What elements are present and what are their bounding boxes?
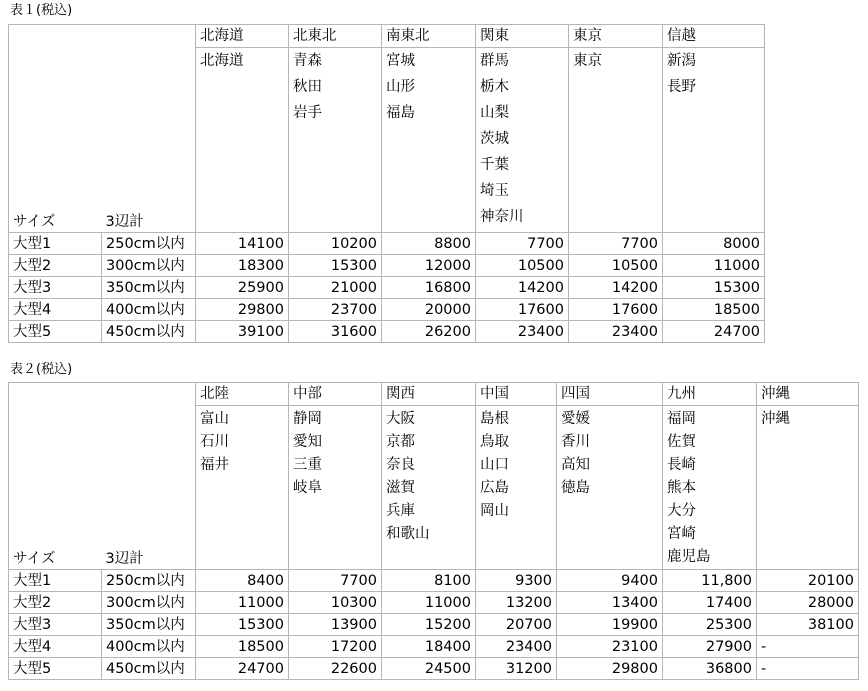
prefecture-name: 埼玉	[480, 183, 509, 199]
prefecture-name: 福岡	[667, 411, 696, 427]
price-cell: 23400	[569, 321, 663, 343]
price-row	[9, 592, 859, 614]
region-name: 九州	[663, 383, 757, 406]
prefecture-list	[382, 406, 476, 570]
size-class: 大型3	[9, 277, 102, 299]
size-class: 大型4	[9, 299, 102, 321]
price-cell: 13400	[557, 592, 663, 614]
price-cell: 11000	[196, 592, 289, 614]
price-cell: 14100	[196, 233, 289, 255]
price-row	[9, 570, 859, 592]
price-cell: 9400	[557, 570, 663, 592]
prefecture-name: 群馬	[480, 53, 509, 69]
corner-cell	[9, 25, 196, 48]
prefecture-name: 鹿児島	[667, 549, 711, 565]
prefecture-list	[476, 48, 569, 233]
prefecture-name: 兵庫	[386, 503, 415, 519]
dimension-limit: 350cm以内	[102, 277, 196, 299]
dimension-header: 3辺計	[102, 406, 196, 570]
prefecture-name: 鳥取	[480, 434, 509, 450]
price-cell: 23400	[476, 636, 557, 658]
price-cell: 7700	[569, 233, 663, 255]
price-cell: 18500	[663, 299, 765, 321]
region-name: 関東	[476, 25, 569, 48]
price-cell: 21000	[289, 277, 382, 299]
prefecture-name: 愛媛	[561, 411, 590, 427]
prefecture-row	[9, 406, 859, 570]
price-cell: 24500	[382, 658, 476, 680]
price-cell: 10500	[476, 255, 569, 277]
price-row	[9, 277, 765, 299]
prefecture-name: 岩手	[293, 105, 322, 121]
price-cell: 15200	[382, 614, 476, 636]
size-class: 大型2	[9, 592, 102, 614]
prefecture-list	[382, 48, 476, 233]
prefecture-name: 愛知	[293, 434, 322, 450]
corner-cell	[9, 383, 196, 406]
region-header-row	[9, 25, 765, 48]
price-cell: 10500	[569, 255, 663, 277]
price-cell: 20000	[382, 299, 476, 321]
prefecture-name: 熊本	[667, 480, 696, 496]
price-cell: -	[757, 658, 859, 680]
price-cell: 8000	[663, 233, 765, 255]
prefecture-name: 秋田	[293, 79, 322, 95]
price-cell: 10200	[289, 233, 382, 255]
size-header: サイズ	[9, 48, 102, 233]
prefecture-name: 宮崎	[667, 526, 696, 542]
price-cell: 12000	[382, 255, 476, 277]
size-header: サイズ	[9, 406, 102, 570]
dimension-limit: 300cm以内	[102, 592, 196, 614]
price-cell: 15300	[289, 255, 382, 277]
prefecture-name: 千葉	[480, 157, 509, 173]
prefecture-name: 宮城	[386, 53, 415, 69]
region-name: 中国	[476, 383, 557, 406]
dimension-limit: 250cm以内	[102, 233, 196, 255]
price-cell: 10300	[289, 592, 382, 614]
prefecture-name: 沖縄	[761, 411, 790, 427]
prefecture-name: 茨城	[480, 131, 509, 147]
prefecture-name: 大阪	[386, 411, 415, 427]
prefecture-name: 山形	[386, 79, 415, 95]
price-cell: 8800	[382, 233, 476, 255]
region-name: 中部	[289, 383, 382, 406]
prefecture-name: 静岡	[293, 411, 322, 427]
prefecture-name: 福井	[200, 457, 229, 473]
price-cell: 28000	[757, 592, 859, 614]
price-cell: 25300	[663, 614, 757, 636]
price-cell: 17200	[289, 636, 382, 658]
price-cell: 27900	[663, 636, 757, 658]
prefecture-name: 三重	[293, 457, 322, 473]
price-cell: 11,800	[663, 570, 757, 592]
table1-caption: 表１(税込)	[10, 3, 73, 18]
prefecture-name: 香川	[561, 434, 590, 450]
price-cell: 20100	[757, 570, 859, 592]
price-row	[9, 299, 765, 321]
price-cell: 18500	[196, 636, 289, 658]
prefecture-name: 青森	[293, 53, 322, 69]
prefecture-list	[663, 48, 765, 233]
price-cell: 14200	[476, 277, 569, 299]
size-class: 大型4	[9, 636, 102, 658]
prefecture-list	[757, 406, 859, 570]
price-cell: 20700	[476, 614, 557, 636]
price-cell: 38100	[757, 614, 859, 636]
region-name: 北陸	[196, 383, 289, 406]
prefecture-name: 高知	[561, 457, 590, 473]
dimension-header: 3辺計	[102, 48, 196, 233]
price-cell: 19900	[557, 614, 663, 636]
prefecture-name: 滋賀	[386, 480, 415, 496]
price-cell: 31600	[289, 321, 382, 343]
price-cell: 23400	[476, 321, 569, 343]
prefecture-name: 島根	[480, 411, 509, 427]
dimension-limit: 400cm以内	[102, 636, 196, 658]
price-cell: 17400	[663, 592, 757, 614]
price-cell: 8100	[382, 570, 476, 592]
prefecture-name: 福島	[386, 105, 415, 121]
price-cell: 14200	[569, 277, 663, 299]
prefecture-name: 山梨	[480, 105, 509, 121]
prefecture-name: 北海道	[200, 53, 244, 69]
prefecture-list	[663, 406, 757, 570]
prefecture-name: 和歌山	[386, 526, 430, 542]
prefecture-list	[289, 48, 382, 233]
price-cell: 29800	[557, 658, 663, 680]
price-cell: 13900	[289, 614, 382, 636]
price-row	[9, 233, 765, 255]
price-cell: 11000	[663, 255, 765, 277]
price-cell: 24700	[663, 321, 765, 343]
prefecture-name: 富山	[200, 411, 229, 427]
price-row	[9, 255, 765, 277]
price-cell: 9300	[476, 570, 557, 592]
prefecture-name: 広島	[480, 480, 509, 496]
price-row	[9, 614, 859, 636]
region-header-row	[9, 383, 859, 406]
price-cell: 39100	[196, 321, 289, 343]
prefecture-name: 岡山	[480, 503, 509, 519]
region-name: 四国	[557, 383, 663, 406]
price-cell: 8400	[196, 570, 289, 592]
dimension-limit: 250cm以内	[102, 570, 196, 592]
price-cell: 15300	[663, 277, 765, 299]
region-name: 信越	[663, 25, 765, 48]
prefecture-row	[9, 48, 765, 233]
dimension-limit: 300cm以内	[102, 255, 196, 277]
price-cell: 15300	[196, 614, 289, 636]
region-name: 沖縄	[757, 383, 859, 406]
prefecture-name: 長崎	[667, 457, 696, 473]
prefecture-name: 京都	[386, 434, 415, 450]
dimension-limit: 450cm以内	[102, 658, 196, 680]
price-cell: 7700	[476, 233, 569, 255]
price-cell: 17600	[569, 299, 663, 321]
price-cell: 18400	[382, 636, 476, 658]
prefecture-name: 石川	[200, 434, 229, 450]
prefecture-list	[196, 406, 289, 570]
prefecture-name: 長野	[667, 79, 696, 95]
size-class: 大型3	[9, 614, 102, 636]
rate-table-2	[8, 382, 859, 680]
dimension-limit: 350cm以内	[102, 614, 196, 636]
price-cell: 22600	[289, 658, 382, 680]
region-name: 関西	[382, 383, 476, 406]
prefecture-list	[569, 48, 663, 233]
region-name: 北海道	[196, 25, 289, 48]
size-class: 大型5	[9, 321, 102, 343]
region-name: 北東北	[289, 25, 382, 48]
prefecture-name: 岐阜	[293, 480, 322, 496]
prefecture-name: 大分	[667, 503, 696, 519]
size-class: 大型1	[9, 570, 102, 592]
prefecture-name: 東京	[573, 53, 602, 69]
table2-caption: 表２(税込)	[10, 362, 73, 377]
prefecture-name: 奈良	[386, 457, 415, 473]
rate-table-1	[8, 24, 765, 343]
prefecture-list	[289, 406, 382, 570]
prefecture-name: 徳島	[561, 480, 590, 496]
dimension-limit: 450cm以内	[102, 321, 196, 343]
prefecture-name: 栃木	[480, 79, 509, 95]
price-row	[9, 636, 859, 658]
price-cell: 23700	[289, 299, 382, 321]
price-row	[9, 658, 859, 680]
price-cell: 36800	[663, 658, 757, 680]
price-cell: 23100	[557, 636, 663, 658]
price-cell: 17600	[476, 299, 569, 321]
dimension-limit: 400cm以内	[102, 299, 196, 321]
price-cell: 7700	[289, 570, 382, 592]
prefecture-list	[557, 406, 663, 570]
price-cell: 16800	[382, 277, 476, 299]
prefecture-name: 山口	[480, 457, 509, 473]
prefecture-name: 新潟	[667, 53, 696, 69]
size-class: 大型2	[9, 255, 102, 277]
prefecture-name: 佐賀	[667, 434, 696, 450]
price-cell: -	[757, 636, 859, 658]
price-cell: 29800	[196, 299, 289, 321]
region-name: 南東北	[382, 25, 476, 48]
size-class: 大型1	[9, 233, 102, 255]
price-cell: 11000	[382, 592, 476, 614]
price-cell: 18300	[196, 255, 289, 277]
price-cell: 13200	[476, 592, 557, 614]
prefecture-name: 神奈川	[480, 209, 524, 225]
price-cell: 25900	[196, 277, 289, 299]
size-class: 大型5	[9, 658, 102, 680]
price-cell: 24700	[196, 658, 289, 680]
prefecture-list	[196, 48, 289, 233]
price-row	[9, 321, 765, 343]
price-cell: 31200	[476, 658, 557, 680]
price-cell: 26200	[382, 321, 476, 343]
prefecture-list	[476, 406, 557, 570]
region-name: 東京	[569, 25, 663, 48]
